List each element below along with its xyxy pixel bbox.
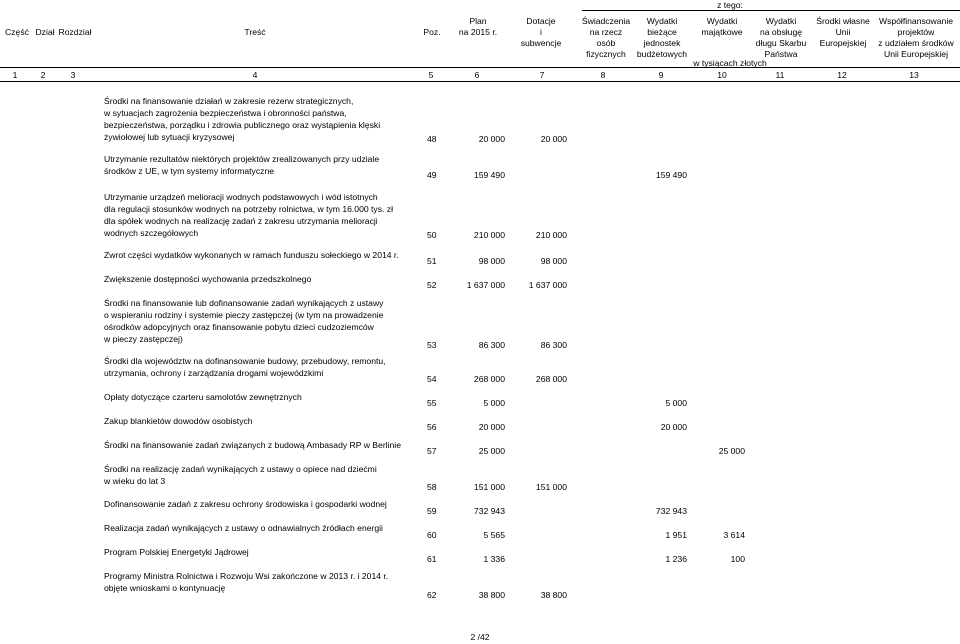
cell-plan: 268 000	[473, 374, 505, 384]
col-number: 9	[658, 70, 664, 80]
row-description: Realizacja zadań wynikających z ustawy o odnawialnych źródłach energii	[104, 523, 383, 533]
col-srodki-ue: Środki własne Unii Europejskiej	[816, 16, 870, 48]
col-number: 7	[539, 70, 545, 80]
row-description: Zwrot części wydatków wykonanych w ramach funduszu sołeckiego w 2014 r.	[104, 250, 399, 260]
col-number: 2	[40, 70, 46, 80]
col-tresc: Treść	[244, 27, 266, 37]
row-poz: 61	[427, 554, 437, 564]
cell-majatkowe: 100	[730, 554, 745, 564]
row-description: Zakup blankietów dowodów osobistych	[104, 416, 253, 426]
cell-dotacje: 38 800	[540, 590, 567, 600]
col-wydatki-majatkowe: Wydatki majątkowe	[701, 16, 743, 37]
row-poz: 53	[427, 340, 437, 350]
col-number: 8	[600, 70, 606, 80]
row-description: Środki na realizację zadań wynikających z ustawy o opiece nad dziećmi w wieku do lat 3	[104, 464, 377, 486]
row-poz: 58	[427, 482, 437, 492]
col-plan: Plan na 2015 r.	[458, 16, 498, 37]
row-poz: 48	[427, 134, 437, 144]
units-label: w tysiącach złotych	[693, 58, 767, 68]
cell-plan: 98 000	[478, 256, 505, 266]
cell-dotacje: 98 000	[540, 256, 567, 266]
cell-plan: 732 943	[473, 506, 505, 516]
col-dzial: Dział	[35, 27, 55, 37]
row-description: Środki na finansowanie działań w zakresie rezerw strategicznych, w sytuacjach zagrożenia bezpieczeństwa i obronności państwa, bezpieczeństwa, porządku i zdrowia publicznego oraz wystąpienia klęski żywiołowej lub sytuacji kryzysowej	[104, 96, 381, 142]
row-poz: 60	[427, 530, 437, 540]
cell-plan: 1 637 000	[466, 280, 505, 290]
cell-dotacje: 268 000	[535, 374, 567, 384]
col-dotacje: Dotacje i subwencje	[520, 16, 562, 48]
col-czesc: Część	[5, 27, 29, 37]
col-number: 4	[252, 70, 258, 80]
cell-dotacje: 210 000	[535, 230, 567, 240]
col-wspolfinansowanie: Współfinansowanie projektów z udziałem środków Unii Europejskiej	[878, 16, 954, 59]
col-number: 5	[428, 70, 434, 80]
row-poz: 50	[427, 230, 437, 240]
row-poz: 57	[427, 446, 437, 456]
col-wydatki-biezace: Wydatki bieżące jednostek budżetowych	[636, 16, 688, 59]
row-description: Zwiększenie dostępności wychowania przedszkolnego	[104, 274, 312, 284]
row-description: Program Polskiej Energetyki Jądrowej	[104, 547, 249, 557]
col-poz: Poz.	[423, 27, 441, 37]
cell-dotacje: 1 637 000	[528, 280, 567, 290]
col-number: 12	[837, 70, 847, 80]
col-wydatki-dlug: Wydatki na obsługę długu Skarbu Państwa	[755, 16, 807, 59]
cell-dotacje: 86 300	[540, 340, 567, 350]
cell-plan: 20 000	[478, 422, 505, 432]
row-poz: 54	[427, 374, 437, 384]
cell-plan: 25 000	[478, 446, 505, 456]
cell-biezace: 732 943	[655, 506, 687, 516]
row-poz: 59	[427, 506, 437, 516]
col-number: 10	[717, 70, 727, 80]
row-description: Środki na finansowanie zadań związanych z budową Ambasady RP w Berlinie	[104, 440, 401, 450]
row-description: Utrzymanie urządzeń melioracji wodnych podstawowych i wód istotnych dla regulacji stosunków wodnych na potrzeby rolnictwa, w tym 16.000 tys. zł dla spółek wodnych na realizację zadań z zakresu utrzymania melioracji wodnych szczegółowych	[104, 192, 393, 238]
cell-dotacje: 20 000	[540, 134, 567, 144]
row-description: Programy Ministra Rolnictwa i Rozwoju Wsi zakończone w 2013 r. i 2014 r. objęte wnioskami o kontynuację	[104, 571, 389, 593]
cell-biezace: 20 000	[660, 422, 687, 432]
col-number: 1	[12, 70, 18, 80]
col-swiadczenia: Świadczenia na rzecz osób fizycznych	[581, 16, 631, 59]
col-number: 13	[909, 70, 919, 80]
cell-biezace: 1 951	[665, 530, 687, 540]
row-poz: 56	[427, 422, 437, 432]
page-number: 2 /42	[470, 632, 490, 642]
cell-majatkowe: 3 614	[723, 530, 745, 540]
row-poz: 52	[427, 280, 437, 290]
col-number: 3	[70, 70, 76, 80]
cell-plan: 210 000	[473, 230, 505, 240]
row-description: Utrzymanie rezultatów niektórych projektów zrealizowanych przy udziale środków z UE, w tym systemy informatyczne	[104, 154, 380, 176]
cell-majatkowe: 25 000	[718, 446, 745, 456]
cell-plan: 20 000	[478, 134, 505, 144]
row-poz: 55	[427, 398, 437, 408]
row-description: Opłaty dotyczące czarteru samolotów zewnętrznych	[104, 392, 302, 402]
cell-plan: 5 565	[483, 530, 505, 540]
row-poz: 62	[427, 590, 437, 600]
table-header	[0, 0, 960, 82]
col-rozdzial: Rozdział	[58, 27, 92, 37]
cell-biezace: 159 490	[655, 170, 687, 180]
cell-biezace: 5 000	[665, 398, 687, 408]
row-description: Dofinansowanie zadań z zakresu ochrony środowiska i gospodarki wodnej	[104, 499, 387, 509]
row-poz: 49	[427, 170, 437, 180]
row-description: Środki dla województw na dofinansowanie budowy, przebudowy, remontu, utrzymania, ochrony i zarządzania drogami wojewódzkimi	[104, 356, 386, 378]
header-rule	[0, 81, 960, 82]
col-number: 11	[775, 70, 785, 80]
cell-plan: 151 000	[473, 482, 505, 492]
cell-plan: 86 300	[478, 340, 505, 350]
row-poz: 51	[427, 256, 437, 266]
cell-biezace: 1 236	[665, 554, 687, 564]
z-tego-rule	[582, 10, 960, 11]
cell-plan: 159 490	[473, 170, 505, 180]
z-tego-label: z tego:	[717, 0, 743, 10]
row-description: Środki na finansowanie lub dofinansowanie zadań wynikających z ustawy o wspieraniu rodziny i systemie pieczy zastępczej (w tym na prowadzenie ośrodków adopcyjnych oraz finansowanie pobytu dzieci cudzoziemców w pieczy zastępczej)	[104, 298, 384, 344]
cell-plan: 38 800	[478, 590, 505, 600]
col-number: 6	[474, 70, 480, 80]
cell-dotacje: 151 000	[535, 482, 567, 492]
cell-plan: 1 336	[483, 554, 505, 564]
cell-plan: 5 000	[483, 398, 505, 408]
